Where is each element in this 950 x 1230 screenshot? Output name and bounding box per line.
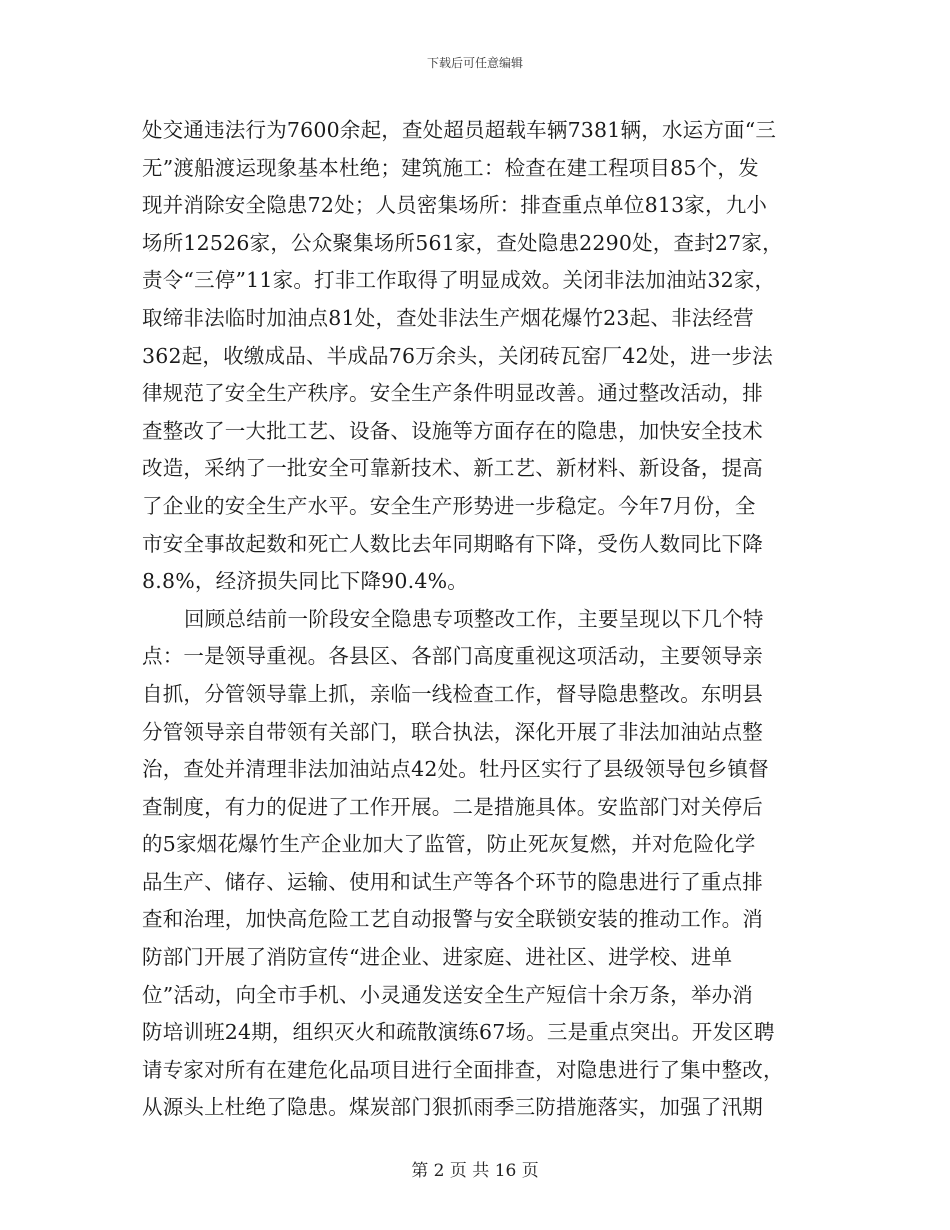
body-line: 现并消除安全隐患72处；人员密集场所：排查重点单位813家，九小 — [142, 193, 768, 218]
body-line: 取缔非法临时加油点81处，查处非法生产烟花爆竹23起、非法经营 — [142, 305, 754, 330]
body-line: 责令“三停”11家。打非工作取得了明显成效。关闭非法加油站32家， — [142, 268, 776, 293]
body-line: 查整改了一大批工艺、设备、设施等方面存在的隐患，加快安全技术 — [142, 418, 763, 443]
body-line: 从源头上杜绝了隐患。煤炭部门狠抓雨季三防措施落实，加强了汛期 — [142, 1095, 763, 1120]
body-line: 查制度，有力的促进了工作开展。二是措施具体。安监部门对关停后 — [142, 794, 763, 819]
paragraph-start-line: 回顾总结前一阶段安全隐患专项整改工作，主要呈现以下几个特 — [184, 606, 764, 631]
body-line: 防培训班24期，组织灭火和疏散演练67场。三是重点突出。开发区聘 — [142, 1020, 775, 1045]
body-line: 自抓，分管领导靠上抓，亲临一线检查工作，督导隐患整改。东明县 — [142, 681, 763, 706]
body-line: 处交通违法行为7600余起，查处超员超载车辆7381辆，水运方面“三 — [142, 118, 777, 142]
page-number-footer: 第 2 页 共 16 页 — [411, 1161, 539, 1181]
document-body — [142, 112, 804, 1127]
body-line: 362起，收缴成品、半成品76万余头，关闭砖瓦窑厂42处，进一步法 — [142, 343, 773, 368]
body-line: 请专家对所有在建危化品项目进行全面排查，对隐患进行了集中整改， — [142, 1057, 784, 1082]
body-line: 点：一是领导重视。各县区、各部门高度重视这项活动，主要领导亲 — [142, 644, 763, 669]
body-line: 查和治理，加快高危险工艺自动报警与安全联锁安装的推动工作。消 — [142, 907, 763, 932]
body-line: 了企业的安全生产水平。安全生产形势进一步稳定。今年7月份，全 — [142, 493, 756, 518]
body-line: 位”活动，向全市手机、小灵通发送安全生产短信十余万条，举办消 — [142, 982, 753, 1007]
page-header-note: 下载后可任意编辑 — [426, 56, 523, 70]
body-line: 市安全事故起数和死亡人数比去年同期略有下降，受伤人数同比下降 — [142, 531, 763, 556]
body-line: 场所12526家，公众聚集场所561家，查处隐患2290处，查封27家， — [142, 230, 783, 255]
body-line: 8.8%，经济损失同比下降90.4%。 — [142, 569, 469, 594]
body-line: 品生产、储存、运输、使用和试生产等各个环节的隐患进行了重点排 — [142, 869, 763, 894]
body-line: 治，查处并清理非法加油站点42处。牡丹区实行了县级领导包乡镇督 — [142, 757, 769, 782]
body-line: 无”渡船渡运现象基本杜绝；建筑施工：检查在建工程项目85个，发 — [142, 155, 759, 180]
body-line: 律规范了安全生产秩序。安全生产条件明显改善。通过整改活动，排 — [142, 381, 763, 406]
body-line: 的5家烟花爆竹生产企业加大了监管，防止死灰复燃，并对危险化学 — [142, 832, 756, 857]
body-line: 改造，采纳了一批安全可靠新技术、新工艺、新材料、新设备，提高 — [142, 456, 763, 481]
body-line: 分管领导亲自带领有关部门，联合执法，深化开展了非法加油站点整 — [142, 719, 763, 744]
body-line: 防部门开展了消防宣传“进企业、进家庭、进社区、进学校、进单 — [142, 945, 733, 970]
